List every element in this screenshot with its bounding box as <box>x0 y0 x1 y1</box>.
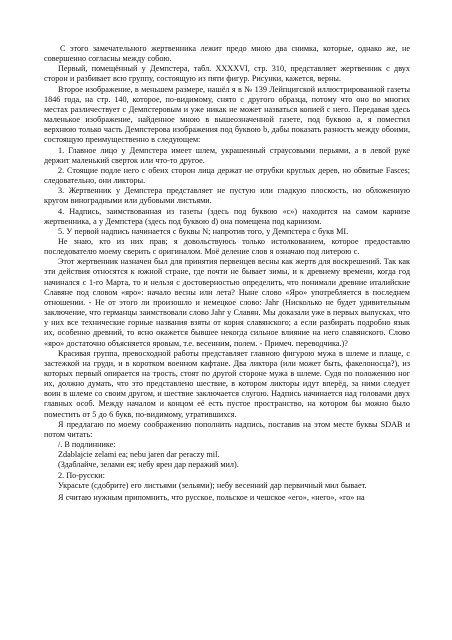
list-item-5: 5. У первой надпись начинается с буквы N; напротив того, у Демпстера с букв MI. <box>58 226 349 236</box>
list-item-2: 2. Стоящие подле него с обеих сторон лица держат не отрубки круглых дерев, но обвитые Fasces; следовательно, они ликторы. <box>44 165 410 186</box>
paragraph-first-image: Первый, помещённый у Демпстера, табл. XXXXVI, стр. 310, представляет жертвенник с двух сторон и разбивает всю группу, состоящую из пяти фигур. Рисунки, кажется, верны. <box>44 64 410 84</box>
paragraph-purpose: Этот жертвенник назначен был для принятия первенцев весны как жертв для воскрешений. Так как эти действия относятся к южной стране, где почти не бывает зимы, и к древнему времени, когда год начинался с 1-го Марта, то и нельзя с достоверностью определить, что понимали древние италийские Славяне под словом «яро»: начало весны или лета? Ныне слово «Яро» употребляется в последнем отношении. - Не от этого ли произошло и немецкое слово: Jahr (Нисколько не будет удивительным заключение, что германцы заимствовали слово Jahr у Славян. Мы доказали уже в первых выпусках, что у них все технические горные названия взяты от корня славянского; а если разбирать подробно язык их, особенно древний, то ясно окажется бывшее некогда сильное влияние на него славянского. Слово «яро» достаточно объясняется яровым, т.е. весенним, полем. - Примеч. переводчика.)? <box>44 257 410 348</box>
paragraph-proposal: Я предлагаю по моему соображению пополнить надпись, поставив на этом месте буквы SDAB и потом читать: <box>44 419 410 439</box>
paragraph-second-image: Второе изображение, в меньшем размере, нашёл я в № 139 Лейпцигской иллюстрированной газеты 1846 года, на стр. 140, которое, по-видимому, снято с другого образца, потому что оно во многих местах различествует с Демпстеровым и уже никак не может назваться копией с него. Передавая здесь маленькое изображение, найденное мною в вышеозначенной газете, под буквою а, я поместил верхнюю только часть Демпстерова изображения под буквою b, дабы показать разность между обоими, состоящую преимущественно в следующем: <box>44 84 410 145</box>
paragraph-interpretation: Не знаю, кто из них прав; я довольствуюсь только истолкованием, которое предоставлю последователю моему сверить с оригиналом. Моё деление слов я означаю под литерою с. <box>44 236 410 257</box>
inscription-quote <box>44 440 410 481</box>
list-item-1: 1. Главное лицо у Демпстера имеет шлем, украшенный страусовыми перьями, а в левой руке держит маленький сверток или что-то другое. <box>44 145 410 165</box>
quote-line-2: Zdablajcie zelami ea; nebu jaren dar peraczy mil. <box>58 450 220 460</box>
quote-line-4: 2. По-русски: <box>58 470 105 480</box>
list-item-4: 4. Надпись, заимствованная из газеты (здесь под буквою «с») находится на самом карнизе жертвенника, а у Демпстера (здесь под буквою d) она помещена под карнизом. <box>44 206 410 226</box>
list-item-3: 3. Жертвенник у Демпстера представляет не пустую или гладкую плоскость, но обложенную кругом виноградными или дубовыми листьями. <box>44 186 410 206</box>
quote-line-3: (Здаблайче, зелами ея; небу ярен дар пеpажий мил). <box>58 460 239 470</box>
paragraph-last: Я считаю нужным припомнить, что русское, польское и чешское «его», «него», «го» на <box>58 492 365 502</box>
paragraph-intro: С этого замечательного жертвенника лежит предо мною два снимка, которые, однако же, не совершенно согласны между собою. <box>44 44 410 64</box>
paragraph-group: Красивая группа, превосходной работы представляет главною фигурою мужа в шлеме и плаще, с застежкой на груди, и в коротком военном кафтане. Два ликтора (или может быть, факелоносца?), из которых первый опирается на трость, стоят по другой стороне мужа в шлеме. Судя по положению ног их, должно думать, что это представлено шествие, в котором ликторы идут вперёд, за ними следует воин в шлеме со своим другом, и шествие заключается слугою. Надпись начинается над головами двух главных особ. Между началом и концом её есть пустое пространство, на котором бы можно было поместить от 5 до 6 букв, по-видимому, утратившихся. <box>44 348 410 419</box>
quote-line-1: /. В подлиннике: <box>58 440 116 450</box>
paragraph-translation: Украсьте (сдобрите) его листьями (зельями); небу весенний дар первичный мил бывает. <box>58 480 367 490</box>
